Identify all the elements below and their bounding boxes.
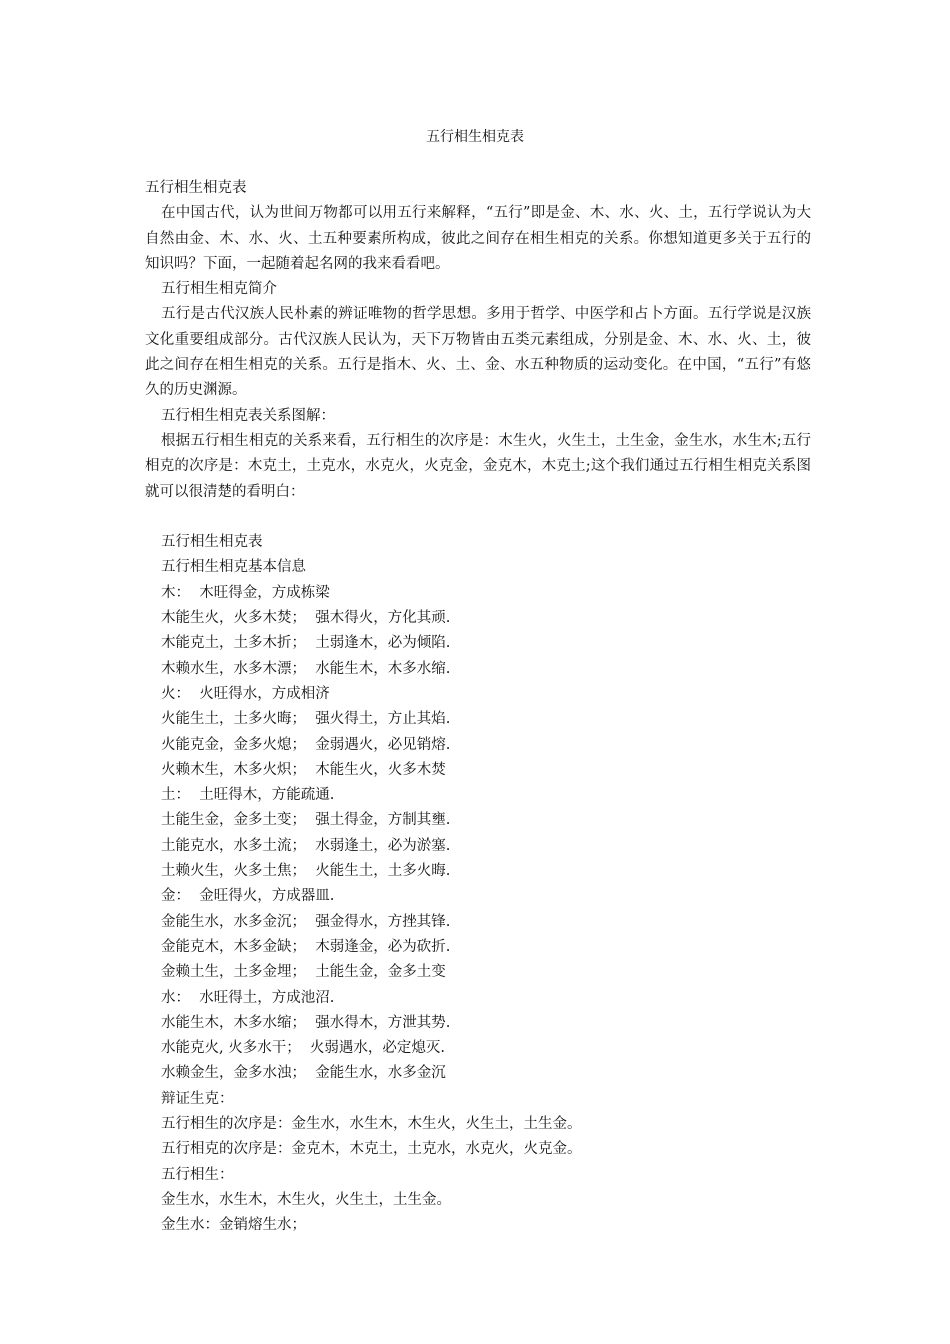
section-heading: 五行相生相克表 (145, 180, 247, 196)
text-line: 火能克金，金多火熄； 金弱遇火，必见销熔. (161, 736, 451, 753)
text-line: 火： 火旺得水，方成相济 (161, 685, 330, 702)
intro-paragraph: 在中国古代，认为世间万物都可以用五行来解释，“五行”即是金、木、水、火、土，五行学说认为大自然由金、木、水、火、土五种要素所构成，彼此之间存在相生相克的关系。你想知道更多关于五行的知识吗？下面，一起随着起名网的我来看看吧。 (145, 205, 811, 272)
text-line: 五行相生： (161, 1166, 234, 1183)
text-line: 木： 木旺得金，方成栋梁 (161, 584, 330, 601)
text-line: 木能生火，火多木焚； 强木得火，方化其顽. (161, 610, 451, 627)
overview-paragraph: 五行是古代汉族人民朴素的辨证唯物的哲学思想。多用于哲学、中医学和占卜方面。五行学说是汉族文化重要组成部分。古代汉族人民认为，天下万物皆由五类元素组成，分别是金、木、水、火、土，彼此之间存在相生相克的关系。五行是指木、火、土、金、水五种物质的运动变化。在中国，“五行”有悠久的历史渊源。 (145, 306, 811, 399)
text-line: 水能生木，木多水缩； 强水得木，方泄其势. (161, 1014, 451, 1031)
text-line: 五行相生相克表 (161, 534, 263, 551)
text-line: 火赖木生，木多火炽； 木能生火，火多木焚 (161, 761, 446, 778)
text-line: 土能克水，水多土流； 水弱逢土，必为淤塞. (161, 837, 451, 854)
text-line: 五行相生相克基本信息 (161, 559, 306, 576)
document-title: 五行相生相克表 (426, 129, 524, 145)
text-line: 水赖金生，金多水浊； 金能生水，水多金沉 (161, 1065, 446, 1082)
text-line: 辩证生克： (161, 1090, 234, 1107)
document-body (145, 176, 811, 1238)
text-line: 金能生水，水多金沉； 强金得水，方挫其锋. (161, 913, 451, 930)
diagram-paragraph: 根据五行相生相克的关系来看，五行相生的次序是：木生火，火生土，土生金，金生水，水生木;五行相克的次序是：木克土，土克水，水克火，火克金，金克木，木克土;这个我们通过五行相生相克关系图就可以很清楚的看明白： (145, 432, 811, 500)
text-line: 金能克木，木多金缺； 木弱逢金，必为砍折. (161, 938, 451, 955)
text-line: 金赖土生，土多金埋； 土能生金，金多土变 (161, 964, 446, 981)
relation-list (145, 530, 811, 1238)
text-line: 五行相克的次序是：金克木，木克土，土克水，水克火，火克金。 (161, 1141, 582, 1158)
text-line: 土能生金，金多土变； 强土得金，方制其壅. (161, 812, 451, 829)
text-line: 金生水，水生木，木生火，火生土，土生金。 (161, 1191, 451, 1208)
text-line: 五行相生的次序是：金生水，水生木，木生火，火生土，土生金。 (161, 1115, 582, 1132)
blank-line (145, 505, 811, 530)
text-line: 木能克土，土多木折； 土弱逢木，必为倾陷. (161, 635, 451, 652)
text-line: 金： 金旺得火，方成器皿. (161, 888, 335, 905)
text-line: 水能克火, 火多水干； 火弱遇水，必定熄灭. (161, 1040, 446, 1057)
text-line: 木赖水生，水多木漂； 水能生木，木多水缩. (161, 660, 451, 677)
text-line: 土： 土旺得木，方能疏通. (161, 787, 335, 804)
section-title-diagram: 五行相生相克表关系图解： (161, 407, 335, 424)
text-line: 水： 水旺得土，方成池沼. (161, 989, 335, 1006)
text-line: 金生水：金销熔生水； (161, 1217, 306, 1234)
text-line: 土赖火生，火多土焦； 火能生土，土多火晦. (161, 863, 451, 880)
text-line: 火能生土，土多火晦； 强火得土，方止其焰. (161, 711, 451, 728)
section-title-overview: 五行相生相克简介 (161, 281, 277, 298)
